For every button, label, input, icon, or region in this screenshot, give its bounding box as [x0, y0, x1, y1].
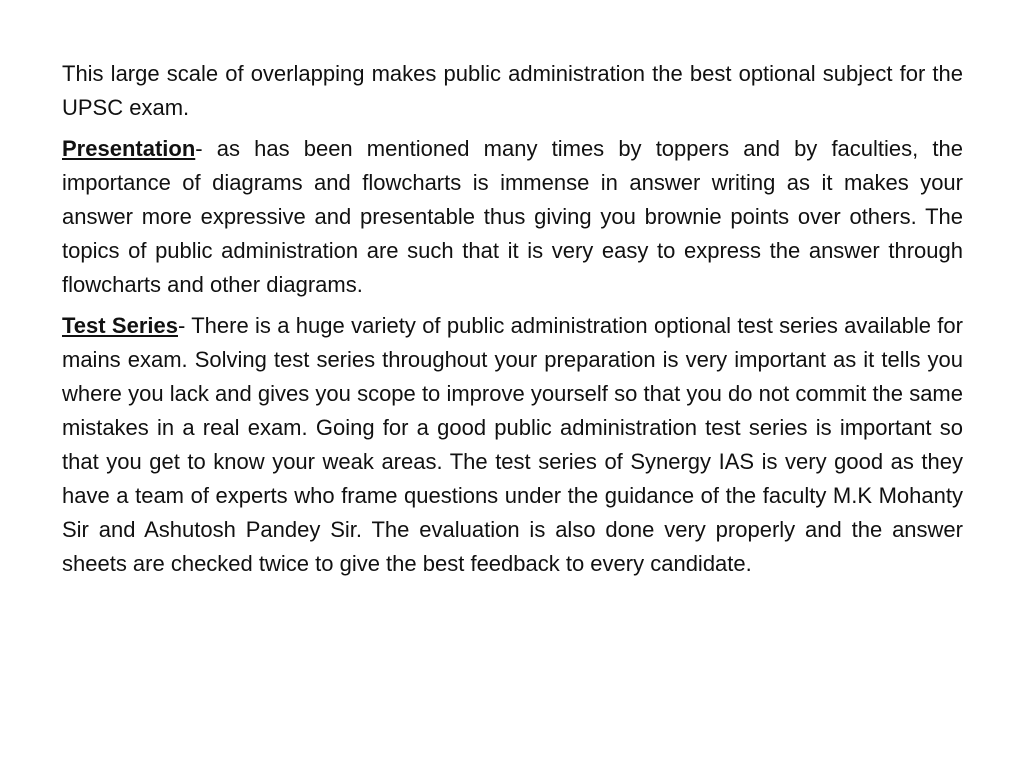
paragraph-text: This large scale of overlapping makes public administration the best optional subject for the UPSC exam. [62, 61, 963, 120]
paragraph-presentation [62, 132, 963, 302]
presentation-heading: Presentation [62, 136, 196, 161]
test-series-heading: Test Series [62, 313, 178, 338]
slide-body [62, 57, 963, 588]
paragraph-text: - There is a huge variety of public administration optional test series available for mains exam. Solving test series throughout your preparation is very important as it tells you where you lack and gives you scope to improve yourself so that you do not commit the same mistakes in a real exam. Going for a good public administration test series is important so that you get to know your weak areas. The test series of Synergy IAS is very good as they have a team of experts who frame questions under the guidance of the faculty M.K Mohanty Sir and Ashutosh Pandey Sir. The evaluation is also done very properly and the answer sheets are checked twice to give the best feedback to every candidate. [62, 313, 963, 576]
paragraph-overlap [62, 57, 963, 125]
paragraph-test-series [62, 309, 963, 581]
paragraph-text: - as has been mentioned many times by toppers and by faculties, the importance of diagrams and flowcharts is immense in answer writing as it makes your answer more expressive and presentable thus giving you brownie points over others. The topics of public administration are such that it is very easy to express the answer through flowcharts and other diagrams. [62, 136, 963, 297]
